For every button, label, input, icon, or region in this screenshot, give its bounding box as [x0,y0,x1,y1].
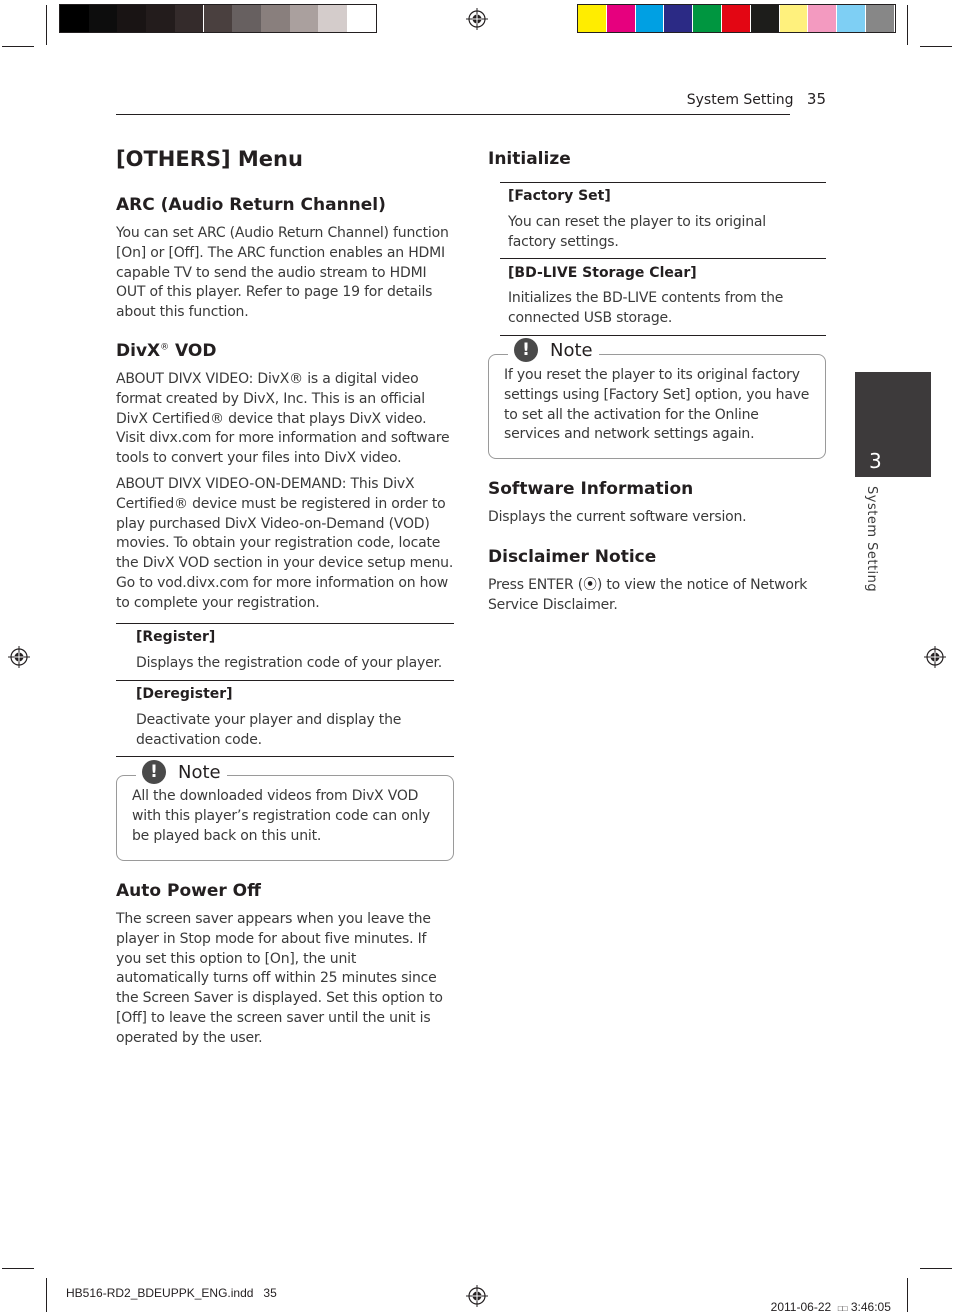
divx-heading [116,341,216,361]
factory-set-desc: You can reset the player to its original factory settings. [508,214,766,250]
gray-swatch [204,5,233,32]
exclamation-icon: ! [142,760,166,784]
note-title: Note [550,339,593,361]
crop-mark [920,46,952,47]
color-swatch [607,5,635,32]
deregister-desc: Deactivate your player and display the deactivation code. [136,712,402,748]
gray-swatch [290,5,319,32]
gray-swatch [117,5,146,32]
divx-para-1: ABOUT DIVX VIDEO: DivX® is a digital video format created by DivX, Inc. This is an official DivX Certified® device that plays DivX video. Visit divx.com for more information and software tools to convert your files into DivX video. [116,371,450,467]
registration-mark-icon [924,646,946,668]
note-text: If you reset the player to its original factory settings using [Factory Set] option, you have to set all the activation for the Online services and network settings again. [504,367,810,443]
option-rule [500,182,826,183]
option-rule [116,623,454,624]
gray-swatch [146,5,175,32]
footer-time-marker: □□ [837,1304,848,1313]
software-body: Displays the current software version. [488,509,747,525]
disclaimer-text-pre: Press ENTER ( [488,577,584,593]
color-swatch [751,5,779,32]
color-swatch [837,5,865,32]
software-heading: Software Information [488,479,694,499]
auto-power-heading: Auto Power Off [116,881,261,901]
deregister-term: [Deregister] [136,686,233,702]
arc-heading: ARC (Audio Return Channel) [116,195,386,215]
bdlive-term: [BD-LIVE Storage Clear] [508,265,697,281]
footer-time: 3:46:05 [850,1300,891,1314]
option-rule [116,680,454,681]
disclaimer-body [488,576,818,616]
initialize-heading: Initialize [488,149,571,169]
enter-button-icon: ⦿ [583,577,597,593]
option-rule [500,335,826,336]
factory-set-term: [Factory Set] [508,188,611,204]
gray-swatch [261,5,290,32]
gray-swatch [60,5,89,32]
page-number: 35 [806,90,826,108]
crop-mark [920,1268,952,1269]
option-rule [500,258,826,259]
color-swatch [866,5,894,32]
gray-swatch [347,5,376,32]
color-swatch [664,5,692,32]
note-title: Note [178,761,221,783]
crop-mark [2,1268,34,1269]
footer-filename: HB516-RD2_BDEUPPK_ENG.indd 35 [66,1286,277,1300]
option-rule [116,756,454,757]
bdlive-desc: Initializes the BD-LIVE contents from the connected USB storage. [508,290,784,326]
crop-mark [907,5,908,45]
footer-timestamp [764,1286,891,1314]
chapter-number: 3 [869,449,882,473]
arc-body: You can set ARC (Audio Return Channel) function [On] or [Off]. The ARC function enables an HDMI capable TV to send the audio stream to HDMI OUT of this player. Refer to page 19 for details about this function. [116,225,449,321]
crop-mark [907,1278,908,1312]
divx-heading-suffix: VOD [169,341,217,361]
color-swatch [578,5,606,32]
header-section: System Setting [686,92,794,108]
auto-power-body: The screen saver appears when you leave the player in Stop mode for about five minutes. If you set this option to [On], the unit automatically turns off within 25 minutes since the Screen Saver is displayed. Set this option to [Off] to leave the screen saver until the unit is operated by the user. [116,911,443,1046]
header-rule [116,114,790,115]
gray-swatch [232,5,261,32]
register-desc: Displays the registration code of your player. [136,655,443,671]
note-header [136,760,227,784]
gray-swatch [175,5,204,32]
disclaimer-heading: Disclaimer Notice [488,547,657,567]
note-header [508,338,599,362]
color-swatch [693,5,721,32]
exclamation-icon: ! [514,338,538,362]
disclaimer-text-post: ) to view the notice of Network Service Disclaimer. [488,577,808,613]
divx-heading-name: DivX [116,341,161,361]
registration-mark-icon [466,8,488,30]
color-swatch [808,5,836,32]
note-text: All the downloaded videos from DivX VOD with this player’s registration code can only be played back on this unit. [132,788,431,844]
chapter-label: System Setting [864,486,879,593]
gray-swatch [89,5,118,32]
divx-para-2: ABOUT DIVX VIDEO-ON-DEMAND: This DivX Certified® device must be registered in order to play purchased DivX Video-on-Demand (VOD) movies. To obtain your registration code, locate the DivX VOD section in your device setup menu. Go to vod.divx.com for more information on how to complete your registration. [116,476,454,611]
chapter-tab [855,372,931,477]
register-term: [Register] [136,629,216,645]
running-header [600,90,826,108]
crop-mark [46,1278,47,1312]
registration-mark-icon [8,646,30,668]
page-title: [OTHERS] Menu [116,147,303,171]
footer-date: 2011-06-22 [770,1300,832,1314]
registered-mark: ® [160,342,170,353]
registration-mark-icon [466,1285,488,1307]
color-swatch [780,5,808,32]
crop-mark [46,5,47,45]
crop-mark [2,46,34,47]
gray-swatch [318,5,347,32]
color-swatch [636,5,664,32]
color-swatch [722,5,750,32]
